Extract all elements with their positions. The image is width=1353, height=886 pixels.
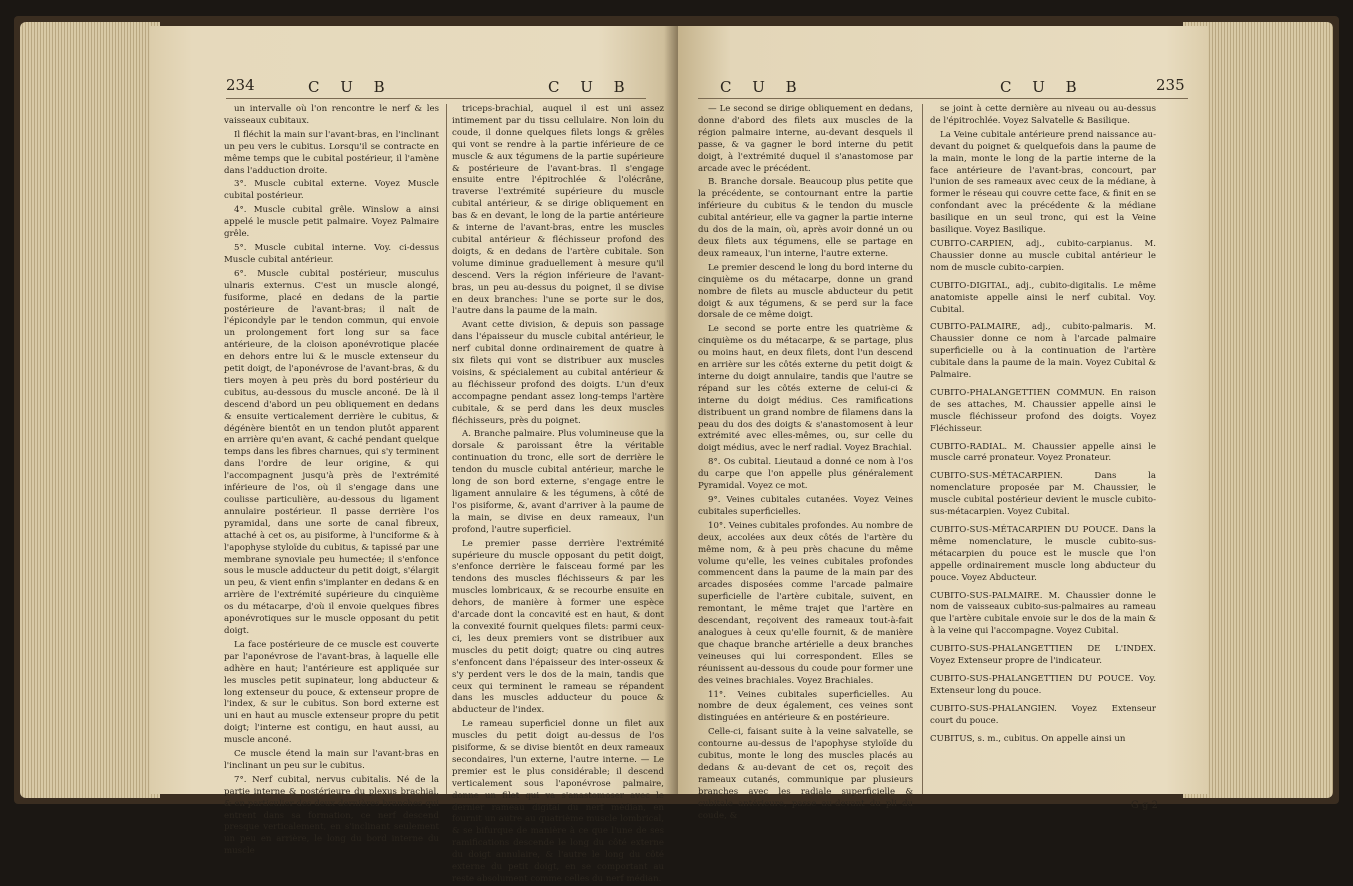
paragraph: La face postérieure de ce muscle est couverte par l'aponévrose de l'avant-bras, à laquelle elle adhère en haut; l'antérieure est appliquée sur les muscles petit supinateur, long abducteur & long extenseur du pouce, & extenseur propre de l'index, & sur le cubitus. Son bord externe est uni en haut au muscle extenseur propre du petit doigt; l'interne est contigu, en haut aussi, au muscle anconé.	[224, 639, 439, 746]
left-page-number: 234	[226, 76, 255, 94]
left-column-separator	[446, 104, 447, 794]
paragraph: CUBITO-SUS-MÉTACARPIEN DU POUCE. Dans la même nomenclature, le muscle cubito-sus-métacarpien du pouce est le muscle que l'on appelle ordinairement muscle long abducteur du pouce. Voyez Abducteur.	[930, 525, 1156, 583]
paragraph: 9°. Veines cubitales cutanées. Voyez Veines cubitales superficielles.	[698, 495, 913, 517]
right-column-separator	[922, 104, 923, 794]
paragraph: Il fléchit la main sur l'avant-bras, en l'inclinant un peu vers le cubitus. Lorsqu'il se contracte en même temps que le cubital postérieur, il l'amène dans l'adduction droite.	[224, 129, 439, 176]
paragraph: CUBITO-CARPIEN, adj., cubito-carpianus. M. Chaussier donne au muscle cubital antérieur le nom de muscle cubito-carpien.	[930, 238, 1156, 273]
paragraph: 10°. Veines cubitales profondes. Au nombre de deux, accolées aux deux côtés de l'artère du même nom, & à peu près chacune du même volume qu'elle, les veines cubitales profondes commencent dans la paume de la main par des arcades disposées comme l'arcade palmaire superficielle de l'artère cubitale, suivent, en remontant, le même trajet que l'artère en descendant, reçoivent des rameaux tout-à-fait analogues à ceux qu'elle fournit, & de manière que chaque branche artérielle a deux branches veineuses qui lui correspondent. Elles se réunissent au-dessous du coude pour former une des veines brachiales. Voyez Brachiales.	[698, 520, 913, 686]
left-header-rule	[226, 98, 646, 99]
page-edges-left	[20, 22, 160, 798]
right-page-header-left: C U B	[720, 78, 805, 96]
paragraph: Ce muscle étend la main sur l'avant-bras en l'inclinant un peu sur le cubitus.	[224, 749, 439, 771]
paragraph: se joint à cette dernière au niveau ou au-dessus de l'épitrochlée. Voyez Salvatelle & Basilique.	[930, 104, 1156, 126]
paragraph: un intervalle où l'on rencontre le nerf & les vaisseaux cubitaux.	[224, 104, 439, 126]
paragraph: CUBITO-RADIAL. M. Chaussier appelle ainsi le muscle carré pronateur. Voyez Pronateur.	[930, 441, 1156, 464]
paragraph: CUBITO-PHALANGETTIEN COMMUN. En raison de ses attaches, M. Chaussier appelle ainsi le muscle fléchisseur profond des doigts. Voyez Fléchisseur.	[930, 387, 1156, 434]
left-page-header-left: C U B	[308, 78, 393, 96]
paragraph: 5°. Muscle cubital interne. Voy. ci-dessus Muscle cubital antérieur.	[224, 242, 439, 265]
paragraph: CUBITO-SUS-PHALANGETTIEN DU POUCE. Voy. Extenseur long du pouce.	[930, 673, 1156, 696]
paragraph: 6°. Muscle cubital postérieur, musculus ulnaris externus. C'est un muscle alongé, fusiforme, placé en dedans de la partie postérieure de l'avant-bras; il naît de l'épicondyle par le tendon commun, qui envoie un prolongement fort long sur sa face antérieure, de la cloison aponévrotique placée en dehors entre lui & le muscle extenseur du petit doigt, de l'aponévrose de l'avant-bras, & du tiers moyen à peu près du bord postérieur du cubitus, au-dessous du muscle anconé. De là il descend d'abord un peu obliquement en dedans & ensuite verticalement derrière le cubitus, & dégénère bientôt en un tendon plutôt apparent en arrière qu'en avant, & caché pendant quelque temps dans les fibres charnues, qui s'y terminent dans l'ordre de leur origine, & qui l'accompagnent jusqu'à près de l'extrémité inférieure de l'os, où il s'engage dans une coulisse particulière, au-dessous du ligament annulaire postérieur. Il passe derrière l'os pyramidal, dans une sorte de canal fibreux, attaché à cet os, au pisiforme, à l'unciforme & à l'apophyse styloïde du cubitus, & tapissé par une membrane synoviale peu humectée; il s'enfonce sous le muscle adducteur du petit doigt, s'élargit un peu, & vient enfin s'implanter en dedans & en arrière de l'extrémité supérieure du cinquième os du métacarpe, d'où il envoie quelques fibres aponévrotiques sur le muscle opposant du petit doigt.	[224, 268, 439, 636]
right-page-number: 235	[1156, 76, 1185, 94]
paragraph: — Le second se dirige obliquement en dedans, donne d'abord des filets aux muscles de la région palmaire interne, au-devant desquels il passe, & va gagner le bord interne du petit doigt, à l'extrémité duquel il s'anastomose par arcade avec le précédent.	[698, 104, 913, 174]
left-column-1	[224, 104, 439, 857]
paragraph: CUBITO-SUS-PALMAIRE. M. Chaussier donne le nom de vaisseaux cubito-sus-palmaires au rameau que l'artère cubitale envoie sur le dos de la main & à la veine qui l'accompagne. Voyez Cubital.	[930, 590, 1156, 637]
right-page	[678, 26, 1208, 821]
paragraph: triceps-brachial, auquel il est uni assez intimement par du tissu cellulaire. Non loin du coude, il donne quelques filets longs & grêles qui vont se rendre à la partie inférieure de ce muscle & aux tégumens de la partie supérieure & postérieure de l'avant-bras. Il s'engage ensuite entre l'épitrochlée & l'olécrâne, traverse l'extrémité supérieure du muscle cubital antérieur, & se dirige obliquement en bas & en devant, le long de la partie antérieure & interne de l'avant-bras, entre les muscles cubital antérieur & fléchisseur profond des doigts, & en dedans de l'artère cubitale. Son volume diminue graduellement à mesure qu'il descend. Vers la région inférieure de l'avant-bras, un peu au-dessus du poignet, il se divise en deux branches: l'une se porte sur le dos, l'autre dans la paume de la main.	[452, 104, 664, 317]
paragraph: B. Branche dorsale. Beaucoup plus petite que la précédente, se contournant entre la partie inférieure du cubitus & le tendon du muscle cubital antérieur, elle va gagner la partie interne du dos de la main, où, après avoir donné un ou deux filets aux tégumens, elle se partage en deux rameaux, l'un interne, l'autre externe.	[698, 177, 913, 259]
paragraph: A. Branche palmaire. Plus volumineuse que la dorsale & paroissant être la véritable continuation du tronc, elle sort de derrière le tendon du muscle cubital antérieur, marche le long de son bord externe, s'engage entre le ligament annulaire & les tégumens, à côté de l'os pisiforme, &, avant d'arriver à la paume de la main, se divise en deux rameaux, l'un profond, l'autre superficiel.	[452, 429, 664, 535]
right-column-2	[930, 104, 1156, 804]
paragraph: Le second se porte entre les quatrième & cinquième os du métacarpe, & se partage, plus ou moins haut, en deux filets, dont l'un descend en arrière sur les côtés externe du petit doigt & interne du doigt annulaire, tandis que l'autre se répand sur les côtés externe de celui-ci & interne du doigt médius. Ces ramifications distribuent un grand nombre de filamens dans la peau du dos des doigts & s'anastomosent à leur extrémité avec elles-mêmes, ou, sur celle du doigt médius, avec le nerf radial. Voyez Brachial.	[698, 324, 913, 454]
paragraph: Avant cette division, & depuis son passage dans l'épaisseur du muscle cubital antérieur, le nerf cubital donne ordinairement de quatre à six filets qui vont se distribuer aux muscles voisins, & spécialement au cubital antérieur & au fléchisseur profond des doigts. L'un d'eux accompagne pendant assez long-temps l'artère cubitale, & se perd dans les deux muscles fléchisseurs, près du poignet.	[452, 320, 664, 426]
right-header-rule	[698, 98, 1188, 99]
right-page-header-right: C U B	[1000, 78, 1085, 96]
paragraph: 4°. Muscle cubital grêle. Winslow a ainsi appelé le muscle petit palmaire. Voyez Palmaire grêle.	[224, 205, 439, 240]
signature-mark: G g 2	[1130, 800, 1158, 811]
paragraph: CUBITUS, s. m., cubitus. On appelle ainsi un	[930, 733, 1126, 744]
paragraph: Le rameau superficiel donne un filet aux muscles du petit doigt au-dessus de l'os pisiforme, & se divise bientôt en deux rameaux secondaires, l'un externe, l'autre interne. — Le premier est le plus considérable; il descend verticalement sous l'aponévrose palmaire, donne un filet qui va s'anastomoser avec le dernier rameau digital du nerf médian, en fournit un autre au quatrième muscle lombrical, & se bifurque de manière à ce que l'une de ses ramifications descende le long du côté externe du doigt annulaire, & l'autre le long du côté externe du petit doigt, en se comportant au reste absolument comme celles du nerf médian.	[452, 719, 664, 884]
paragraph: 8°. Os cubital. Lieutaud a donné ce nom à l'os du carpe que l'on appelle plus généralement Pyramidal. Voyez ce mot.	[698, 457, 913, 492]
left-page-header-right: C U B	[548, 78, 633, 96]
paragraph: Le premier descend le long du bord interne du cinquième os du métacarpe, donne un grand nombre de filets au muscle abducteur du petit doigt & aux tégumens, & se perd sur la face dorsale de ce même doigt.	[698, 262, 913, 321]
paragraph: 11°. Veines cubitales superficielles. Au nombre de deux également, ces veines sont distinguées en antérieure & en postérieure.	[698, 689, 913, 724]
paragraph: CUBITO-SUS-PHALANGIEN. Voyez Extenseur court du pouce.	[930, 703, 1156, 726]
left-column-2	[452, 104, 664, 884]
paragraph: Celle-ci, faisant suite à la veine salvatelle, se contourne au-dessus de l'apophyse styloïde du cubitus, monte le long des muscles placés au dedans & au-devant de cet os, reçoit des rameaux cutanés, communique par plusieurs branches avec les radiale superficielle & cubitale antérieure, passe au-devant du pli du coude, &	[698, 727, 913, 821]
right-column-1	[698, 104, 913, 821]
paragraph: 3°. Muscle cubital externe. Voyez Muscle cubital postérieur.	[224, 179, 439, 202]
paragraph: Le premier passe derrière l'extrémité supérieure du muscle opposant du petit doigt, s'enfonce derrière le faisceau formé par les tendons des muscles fléchisseurs & par les muscles lombricaux, & se recourbe ensuite en dehors, de manière à former une espèce d'arcade dont la concavité est en haut, & dont la convexité fournit quelques filets: parmi ceux-ci, les deux premiers vont se distribuer aux muscles du petit doigt; quatre ou cinq autres s'enfoncent dans l'épaisseur des inter-osseux & s'y perdent vers le dos de la main, tandis que ceux qui terminent le rameau se répandent dans les muscles adducteur du pouce & abducteur de l'index.	[452, 538, 664, 716]
left-page	[150, 26, 678, 884]
paragraph: 7°. Nerf cubital, nervus cubitalis. Né de la partie interne & postérieure du plexus brachial, & en particulier des deux dernières branches qui entrent dans sa formation, ce nerf descend presque verticalement, en s'inclinant seulement un peu en arrière, le long du bord interne du muscle	[224, 774, 439, 857]
paragraph: CUBITO-PALMAIRE, adj., cubito-palmaris. M. Chaussier donne ce nom à l'arcade palmaire superficielle ou à la continuation de l'artère cubitale dans la paume de la main. Voyez Cubital & Palmaire.	[930, 322, 1156, 381]
paragraph: CUBITO-SUS-PHALANGETTIEN DE L'INDEX. Voyez Extenseur propre de l'indicateur.	[930, 644, 1156, 667]
paragraph: La Veine cubitale antérieure prend naissance au-devant du poignet & quelquefois dans la paume de la main, monte le long de la partie interne de la face antérieure de l'avant-bras, concourt, par l'union de ses rameaux avec ceux de la médiane, à former le réseau qui couvre cette face, & finit en se confondant avec la précédente & la médiane basilique en un seul tronc, qui est la Veine basilique. Voyez Basilique.	[930, 129, 1156, 236]
paragraph: CUBITO-SUS-MÉTACARPIEN. Dans la nomenclature proposée par M. Chaussier, le muscle cubital postérieur devient le muscle cubito-sus-métacarpien. Voyez Cubital.	[930, 471, 1156, 518]
paragraph: CUBITO-DIGITAL, adj., cubito-digitalis. Le même anatomiste appelle ainsi le nerf cubital. Voy. Cubital.	[930, 280, 1156, 315]
